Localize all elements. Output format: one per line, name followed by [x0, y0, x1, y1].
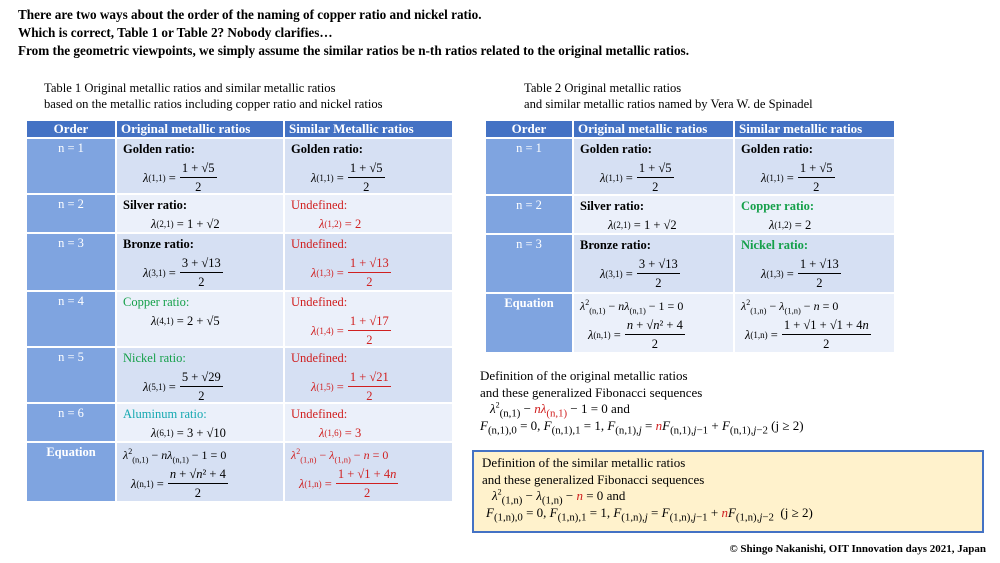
ratio-formula: λ (3,1) = $\frac{3 + √13}{2}$ [143, 256, 221, 289]
ratio-formula: λ (1,1) = $\frac{1 + √5}{2}$ [761, 161, 833, 194]
undefined-label: Undefined: [291, 295, 348, 309]
order-cell: n = 3 [27, 234, 115, 290]
header-order: Order [486, 121, 572, 137]
table2-caption [524, 80, 813, 112]
undefined-label: Undefined: [291, 407, 348, 421]
table1-caption [44, 80, 383, 112]
ratio-formula: λ (1,1) = $\frac{1 + √5}{2}$ [600, 161, 672, 194]
ratio-name: Bronze ratio: [580, 238, 651, 252]
original-cell [117, 404, 283, 441]
undefined-label: Undefined: [291, 351, 348, 365]
original-cell [574, 139, 733, 194]
definition-line: and these generalized Fibonacci sequences [482, 471, 705, 487]
original-cell [574, 196, 733, 233]
caption-line: and similar metallic ratios named by Vera W. de Spinadel [524, 97, 813, 111]
quadratic-equation: $\lambda^2_{(n,1)} - n\lambda_{(n,1)} - 1 = 0$ [580, 298, 684, 316]
caption-line: based on the metallic ratios including copper ratio and nickel ratios [44, 97, 383, 111]
undefined-label: Undefined: [291, 198, 348, 212]
similar-cell [285, 404, 452, 441]
ratio-name: Nickel ratio: [741, 238, 808, 252]
header-order: Order [27, 121, 115, 137]
equation-cell [735, 294, 894, 352]
ratio-name: Golden ratio: [580, 142, 652, 156]
ratio-formula: λ (3,1) = $\frac{3 + √13}{2}$ [600, 257, 678, 290]
equation-cell [574, 294, 733, 352]
order-cell: n = 5 [27, 348, 115, 402]
order-cell: Equation [486, 294, 572, 352]
original-cell [117, 195, 283, 232]
ratio-name: Copper ratio: [123, 295, 190, 309]
ratio-name: Bronze ratio: [123, 237, 194, 251]
table1 [27, 121, 452, 501]
ratio-name: Aluminum ratio: [123, 407, 207, 421]
ratio-formula: λ (5,1) = $\frac{5 + √29}{2}$ [143, 370, 221, 402]
intro-text [18, 6, 689, 60]
order-cell: n = 3 [486, 235, 572, 292]
general-formula: λ (1,n) = $\frac{1 + √1 + √1 + 4n}{2}$ [745, 318, 869, 351]
ratio-formula: λ (6,1) = 3 + √10 [151, 426, 226, 440]
j-condition: (j ≥ 2) [780, 504, 813, 520]
order-cell: n = 2 [486, 196, 572, 233]
fibonacci-sequence: $F_{(1,n),0} = 0$, $F_{(1,n),1} = 1$, $F_{(1,n),j} = F_{(1,n),j-1} + nF_{(1,n),j-2}$ (j ≥ 2) [486, 504, 813, 524]
ratio-formula: λ (1,6) = 3 [319, 426, 362, 440]
definition-similar-box [472, 450, 984, 533]
similar-cell [735, 196, 894, 233]
definition-original [480, 368, 804, 437]
order-cell: n = 1 [27, 139, 115, 193]
similar-cell [285, 348, 452, 402]
similar-cell [285, 139, 452, 193]
j-condition: (j ≥ 2) [771, 417, 804, 433]
ratio-formula: λ (4,1) = 2 + √5 [151, 314, 220, 328]
ratio-name: Silver ratio: [123, 198, 187, 212]
ratio-name: Golden ratio: [741, 142, 813, 156]
ratio-formula: λ (1,3) = $\frac{1 + √13}{2}$ [761, 257, 839, 290]
order-cell: Equation [27, 443, 115, 501]
ratio-name: Golden ratio: [291, 142, 363, 156]
ratio-formula: λ (1,5) = $\frac{1 + √21}{2}$ [311, 370, 389, 402]
definition-equation: $\lambda^2_{(n,1)} - n\lambda_{(n,1)} - 1 = 0$ and [490, 400, 630, 420]
original-cell [117, 234, 283, 290]
general-formula: λ (n,1) = $\frac{\text{n + √n² + 4}}{2}$ [588, 318, 683, 351]
equation-cell [117, 443, 283, 501]
ratio-formula: λ (2,1) = 1 + √2 [151, 217, 220, 231]
definition-line: and these generalized Fibonacci sequences [480, 384, 703, 400]
caption-line: Table 2 Original metallic ratios [524, 81, 682, 95]
similar-cell [735, 235, 894, 292]
similar-cell [285, 292, 452, 346]
quadratic-equation: $\lambda^2_{(n,1)} - n\lambda_{(n,1)} - 1 = 0$ [123, 447, 227, 465]
equation-cell [285, 443, 452, 501]
ratio-formula: λ (1,3) = $\frac{1 + √13}{2}$ [311, 256, 389, 289]
ratio-name: Nickel ratio: [123, 351, 186, 365]
quadratic-equation: $\lambda^2_{(1,n)} - \lambda_{(1,n)} - n = 0$ [741, 298, 839, 316]
ratio-formula: λ (1,1) = $\frac{1 + √5}{2}$ [311, 161, 383, 193]
order-cell: n = 2 [27, 195, 115, 232]
ratio-formula: λ (2,1) = 1 + √2 [608, 218, 677, 232]
and-text: and [606, 488, 626, 503]
definition-line: Definition of the original metallic ratios [480, 368, 688, 383]
copyright-credit: © Shingo Nakanishi, OIT Innovation days 2021, Japan [729, 543, 986, 555]
caption-line: Table 1 Original metallic ratios and similar metallic ratios [44, 81, 336, 95]
ratio-formula: λ (1,1) = $\frac{1 + √5}{2}$ [143, 161, 215, 193]
similar-cell [285, 195, 452, 232]
ratio-name: Golden ratio: [123, 142, 195, 156]
intro-line: There are two ways about the order of the naming of copper ratio and nickel ratio. [18, 7, 482, 22]
similar-cell [735, 139, 894, 194]
intro-line: Which is correct, Table 1 or Table 2? Nobody clarifies… [18, 25, 333, 40]
general-formula: λ (1,n) = $\frac{1 + √1 + 4n}{2}$ [299, 467, 397, 500]
order-cell: n = 1 [486, 139, 572, 194]
table2 [486, 121, 894, 352]
header-original: Original metallic ratios [574, 121, 733, 137]
quadratic-equation: $\lambda^2_{(1,n)} - \lambda_{(1,n)} - n = 0$ [291, 447, 389, 465]
intro-line: From the geometric viewpoints, we simply assume the similar ratios be n-th ratios related to the original metallic ratios. [18, 43, 689, 58]
general-formula: λ (n,1) = $\frac{\text{n + √n² + 4}}{2}$ [131, 467, 226, 500]
header-similar: Similar Metallic ratios [285, 121, 452, 137]
definition-line: Definition of the similar metallic ratios [482, 455, 686, 470]
original-cell [117, 139, 283, 193]
header-original: Original metallic ratios [117, 121, 283, 137]
definition-equation: $\lambda^2_{(1,n)} - \lambda_{(1,n)} - n = 0$ and [492, 487, 626, 507]
original-cell [574, 235, 733, 292]
ratio-formula: λ (1,2) = 2 [769, 218, 812, 232]
similar-cell [285, 234, 452, 290]
ratio-name: Silver ratio: [580, 199, 644, 213]
order-cell: n = 6 [27, 404, 115, 441]
original-cell [117, 292, 283, 346]
fibonacci-sequence: $F_{(n,1),0} = 0$, $F_{(n,1),1} = 1$, $F_{(n,1),j} = nF_{(n,1),j-1} + F_{(n,1),j-2}$ (j ≥ 2) [480, 417, 804, 437]
ratio-formula: λ (1,4) = $\frac{1 + √17}{2}$ [311, 314, 389, 346]
original-cell [117, 348, 283, 402]
ratio-name: Copper ratio: [741, 199, 815, 213]
and-text: and [611, 401, 630, 416]
order-cell: n = 4 [27, 292, 115, 346]
ratio-formula: λ (1,2) = 2 [319, 217, 362, 231]
undefined-label: Undefined: [291, 237, 348, 251]
header-similar: Similar metallic ratios [735, 121, 894, 137]
